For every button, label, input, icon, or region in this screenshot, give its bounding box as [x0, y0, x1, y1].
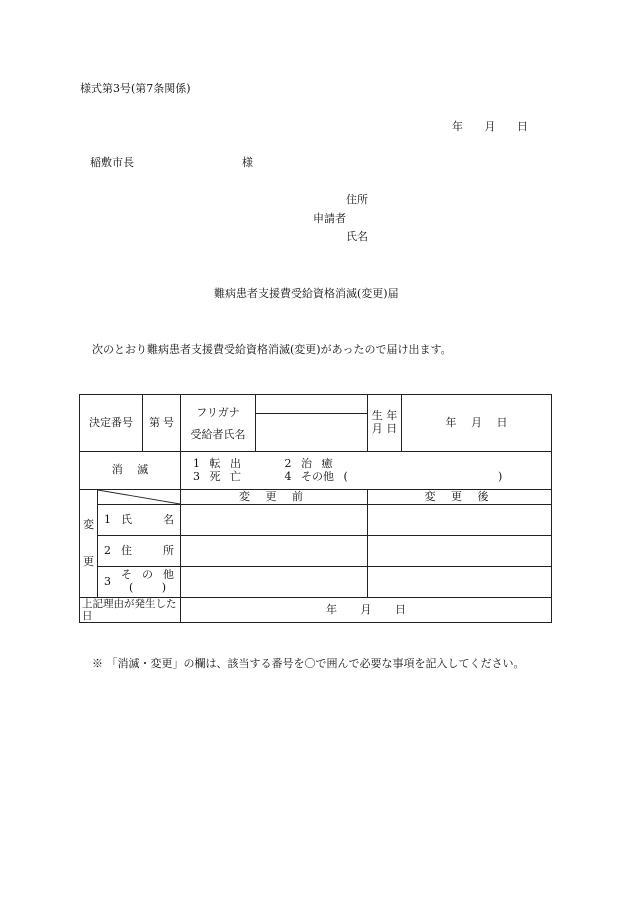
name-before-field[interactable]	[181, 505, 368, 536]
change-item-name	[98, 505, 181, 536]
applicant-address-label: 住所	[346, 193, 368, 206]
before-change-header: 変 更 前	[181, 490, 368, 505]
recipient-name-label: 受給者氏名	[190, 428, 246, 441]
address-before-field[interactable]	[181, 536, 368, 567]
furigana-label: フリガナ	[196, 406, 240, 419]
change-item-other	[98, 567, 181, 598]
occurrence-label: 上記理由が発生した日	[80, 598, 181, 623]
name-input[interactable]	[256, 414, 367, 451]
submission-date: 年 月 日	[452, 120, 528, 133]
other-before-field[interactable]	[181, 567, 368, 598]
item-number: 2	[104, 543, 111, 557]
address-after-field[interactable]	[368, 536, 552, 567]
option-other-close: )	[498, 469, 503, 483]
diagonal-line	[98, 490, 180, 504]
item-label: 氏 名	[121, 512, 174, 526]
item-sub-label: ( )	[129, 581, 166, 594]
name-label-cell	[181, 395, 256, 452]
other-after-field[interactable]	[368, 567, 552, 598]
item-number: 1	[104, 512, 111, 526]
option-move-out[interactable]: 1 転 出	[193, 456, 241, 470]
option-cured[interactable]: 2 治 癒	[284, 456, 333, 470]
extinction-label: 消 滅	[80, 452, 181, 490]
item-number: 3	[104, 574, 111, 588]
name-after-field[interactable]	[368, 505, 552, 536]
form-table	[79, 394, 552, 623]
item-label: そ の 他	[121, 568, 174, 582]
form-title: 難病患者支援費受給資格消滅(変更)届	[214, 287, 399, 300]
option-death[interactable]: 3 死 亡	[193, 469, 241, 483]
recipient-name-field[interactable]	[256, 395, 368, 452]
change-label-2: 更	[83, 554, 94, 568]
addressee-honorific: 様	[242, 156, 253, 169]
decision-number-label: 決定番号	[80, 395, 143, 452]
diagonal-header	[98, 490, 181, 505]
after-change-header: 変 更 後	[368, 490, 552, 505]
applicant-label: 申請者	[313, 212, 346, 225]
item-label: 住 所	[121, 543, 174, 557]
footnote: ※ 「消滅・変更」の欄は、該当する番号を〇で囲んで必要な事項を記入してください。	[92, 657, 525, 670]
change-item-address	[98, 536, 181, 567]
number-prefix: 第	[149, 415, 160, 429]
statement: 次のとおり難病患者支援費受給資格消滅(変更)があったので届け出ます。	[92, 343, 452, 356]
furigana-input[interactable]	[256, 395, 367, 414]
form-code: 様式第3号(第7条関係)	[80, 82, 191, 95]
decision-number-field[interactable]	[143, 395, 181, 452]
change-label-1: 変	[83, 517, 94, 531]
number-suffix: 号	[163, 415, 174, 429]
occurrence-date-field[interactable]: 年 月 日	[181, 598, 552, 623]
birth-date-field[interactable]: 年 月 日	[402, 395, 552, 452]
change-label	[80, 490, 98, 598]
applicant-name-label: 氏名	[346, 230, 368, 243]
birth-label-line1: 生 年	[371, 409, 398, 423]
birth-date-label	[368, 395, 402, 452]
addressee: 稲敷市長	[90, 156, 134, 169]
extinction-options[interactable]	[181, 452, 552, 490]
option-other[interactable]: 4 その他 (	[284, 469, 348, 483]
birth-label-line2: 月 日	[371, 422, 398, 435]
